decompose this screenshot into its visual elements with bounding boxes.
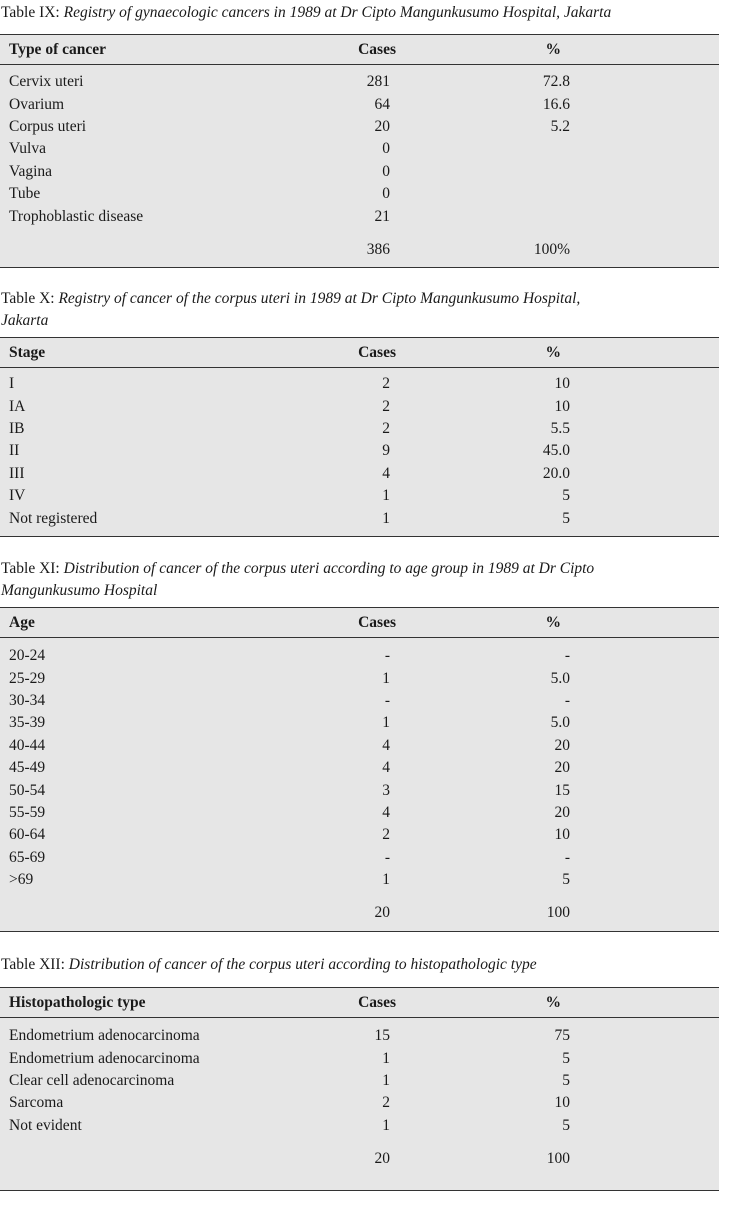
table-row [0,1115,719,1137]
table-row [0,735,719,757]
cell-stage: II [9,442,20,460]
cell-type: Endometrium adenocarcinoma [9,1049,200,1067]
table-row [0,463,719,485]
header-age: Age [9,613,35,631]
cell-age: 40-44 [9,736,46,754]
table-header [0,338,719,368]
cell-percent: 75 [554,1027,570,1045]
cell-percent: 5.2 [550,117,570,135]
table-caption [0,558,719,602]
cell-type: Clear cell adenocarcinoma [9,1071,175,1089]
cell-cases: 1 [382,1071,390,1089]
cell-cases: 64 [374,95,390,113]
table-xii [0,987,719,1191]
table-header [0,988,719,1018]
cell-cases: 2 [382,1094,390,1112]
table-row [0,71,719,93]
table-row [0,847,719,869]
cell-age: >69 [9,871,34,889]
cell-age: 65-69 [9,848,46,866]
table-xii-block [0,954,719,1191]
cell-age: 55-59 [9,803,46,821]
cell-cases: 4 [382,736,390,754]
caption-number: Table IX: [1,4,60,21]
cell-percent: 20.0 [542,464,570,482]
table-row [0,440,719,462]
table-caption [0,288,719,332]
cell-cases: 281 [366,73,390,91]
cell-percent: 5 [562,1116,570,1134]
cell-type: Not evident [9,1116,82,1134]
table-row [0,802,719,824]
cell-percent: 10 [554,397,570,415]
cell-percent: 5.5 [550,419,570,437]
cell-percent: 20 [554,759,570,777]
table-total-row [0,239,719,261]
cell-percent: 5 [562,1049,570,1067]
cell-type: Tube [9,185,41,203]
cell-cases: 1 [382,1116,390,1134]
caption-text: Registry of gynaecologic cancers in 1989 at Dr Cipto Mangunkusumo Hospital, Jakarta [63,4,612,21]
table-row [0,183,719,205]
cell-cases: - [384,848,390,866]
cell-cases: 0 [382,185,390,203]
caption-number: Table XII: [1,956,65,973]
caption-number: Table XI: [1,560,60,577]
table-xi-block [0,558,719,932]
cell-age: 60-64 [9,826,46,844]
cell-cases: 4 [382,803,390,821]
table-row [0,138,719,160]
cell-percent: 5.0 [550,669,570,687]
cell-cases: 2 [382,375,390,393]
table-row [0,485,719,507]
table-row [0,373,719,395]
table-ix [0,34,719,268]
cell-cases: 4 [382,464,390,482]
cell-cases: - [384,691,390,709]
header-percent: % [545,343,561,361]
table-x-block [0,288,719,537]
header-histopathologic-type: Histopathologic type [9,993,146,1011]
cell-type: Corpus uteri [9,117,87,135]
cell-cases: - [384,647,390,665]
cell-type: Cervix uteri [9,73,84,91]
cell-age: 35-39 [9,714,46,732]
cell-cases: 4 [382,759,390,777]
table-caption [0,2,719,24]
cell-cases: 0 [382,162,390,180]
cell-stage: IA [9,397,26,415]
table-ix-block [0,2,719,268]
table-row [0,667,719,689]
table-row [0,757,719,779]
caption-text-cont: Jakarta [1,312,49,329]
cell-percent: 10 [554,375,570,393]
cell-cases: 21 [374,207,390,225]
cell-type: Ovarium [9,95,65,113]
cell-cases: 2 [382,397,390,415]
table-row [0,116,719,138]
cell-cases: 2 [382,419,390,437]
table-caption [0,954,719,976]
cell-cases: 1 [382,1049,390,1067]
cell-cases: 1 [382,871,390,889]
table-row [0,418,719,440]
cell-total-percent: 100 [546,904,570,922]
table-body [0,1018,719,1170]
cell-stage: IV [9,487,26,505]
cell-total-cases: 386 [366,240,390,258]
table-row [0,779,719,801]
cell-age: 30-34 [9,691,46,709]
cell-percent: 16.6 [542,95,570,113]
cell-age: 20-24 [9,647,46,665]
header-stage: Stage [9,343,46,361]
cell-cases: 15 [374,1027,390,1045]
cell-stage: III [9,464,25,482]
cell-percent: 5 [562,509,570,527]
cell-cases: 20 [374,117,390,135]
cell-cases: 1 [382,714,390,732]
table-row [0,1025,719,1047]
table-row [0,395,719,417]
cell-age: 25-29 [9,669,46,687]
cell-type: Vulva [9,140,46,158]
cell-total-percent: 100% [533,240,570,258]
cell-percent: 15 [554,781,570,799]
cell-percent: 10 [554,1094,570,1112]
cell-age: 45-49 [9,759,46,777]
cell-percent: - [564,691,570,709]
cell-percent: 5 [562,1071,570,1089]
table-row [0,1047,719,1069]
cell-total-cases: 20 [374,1149,390,1167]
table-row [0,161,719,183]
table-row [0,507,719,529]
caption-number: Table X: [1,290,55,307]
header-percent: % [545,613,561,631]
cell-type: Trophoblastic disease [9,207,144,225]
header-cases: Cases [358,613,396,631]
cell-stage: I [9,375,15,393]
cell-percent: 72.8 [542,73,570,91]
header-cases: Cases [358,40,396,58]
header-percent: % [545,993,561,1011]
cell-stage: Not registered [9,509,98,527]
table-row [0,690,719,712]
cell-percent: 5 [562,487,570,505]
cell-total-cases: 20 [374,904,390,922]
cell-stage: IB [9,419,25,437]
table-row [0,1070,719,1092]
table-row [0,205,719,227]
table-row [0,712,719,734]
table-row [0,869,719,891]
cell-cases: 1 [382,487,390,505]
table-header [0,35,719,65]
table-body [0,638,719,924]
cell-percent: 10 [554,826,570,844]
header-cases: Cases [358,343,396,361]
cell-percent: - [564,848,570,866]
header-cases: Cases [358,993,396,1011]
table-x [0,337,719,537]
table-row [0,645,719,667]
cell-cases: 1 [382,669,390,687]
table-row [0,1092,719,1114]
cell-type: Sarcoma [9,1094,64,1112]
cell-age: 50-54 [9,781,46,799]
cell-percent: 20 [554,736,570,754]
cell-percent: 45.0 [542,442,570,460]
cell-cases: 0 [382,140,390,158]
cell-cases: 2 [382,826,390,844]
table-xi [0,607,719,932]
cell-percent: 5 [562,871,570,889]
table-row [0,824,719,846]
cell-cases: 3 [382,781,390,799]
cell-type: Vagina [9,162,53,180]
table-row [0,93,719,115]
caption-text: Distribution of cancer of the corpus uteri according to histopathologic type [68,956,537,973]
cell-percent: - [564,647,570,665]
cell-type: Endometrium adenocarcinoma [9,1027,200,1045]
caption-text: Registry of cancer of the corpus uteri in 1989 at Dr Cipto Mangunkusumo Hospital, [58,290,581,307]
table-header [0,608,719,638]
cell-percent: 5.0 [550,714,570,732]
table-body [0,368,719,530]
table-total-row [0,1148,719,1170]
header-type: Type of cancer [9,40,106,58]
cell-percent: 20 [554,803,570,821]
cell-cases: 1 [382,509,390,527]
header-percent: % [545,40,561,58]
caption-text: Distribution of cancer of the corpus uteri according to age group in 1989 at Dr Cipto [63,560,595,577]
caption-text-cont: Mangunkusumo Hospital [1,582,158,599]
cell-cases: 9 [382,442,390,460]
cell-total-percent: 100 [546,1149,570,1167]
table-body [0,65,719,261]
table-total-row [0,902,719,924]
